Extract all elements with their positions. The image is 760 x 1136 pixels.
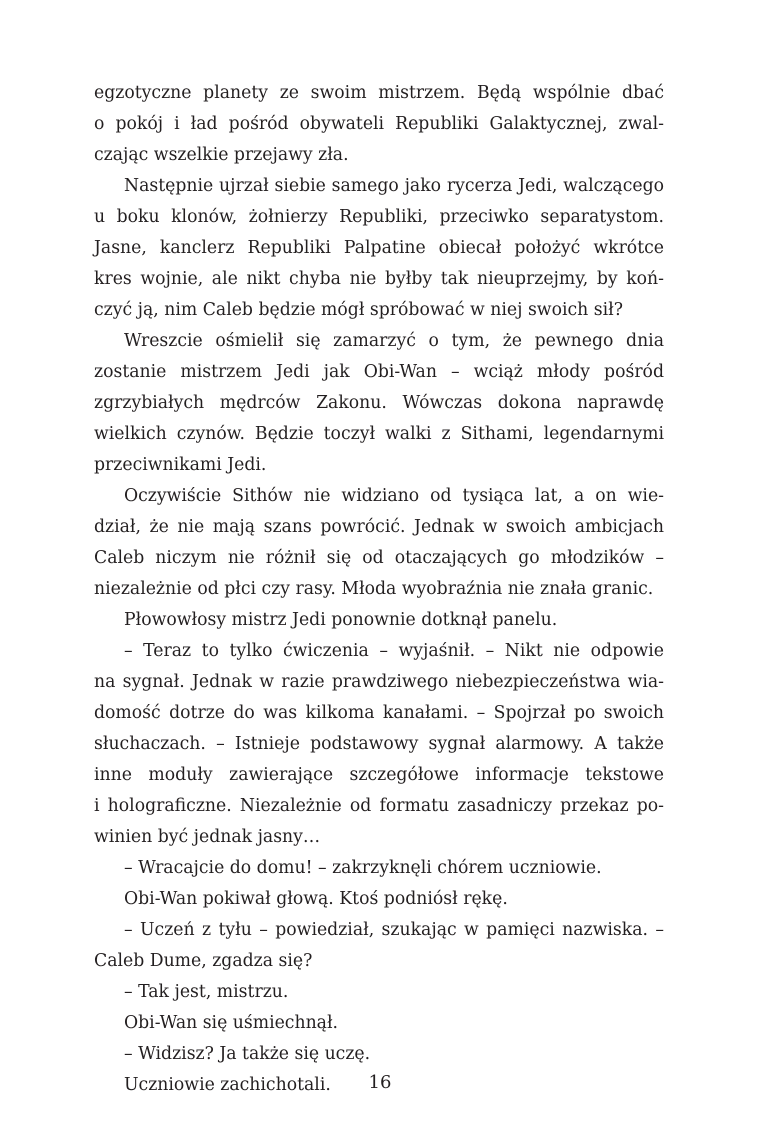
text-line: – Uczeń z tyłu – powiedział, szukając w pamięci nazwiska. – [124, 920, 664, 940]
text-line: Płowowłosy mistrz Jedi ponownie dotknął panelu. [124, 610, 558, 630]
text-line: Caleb Dume, zgadza się? [94, 951, 313, 971]
text-line: Wreszcie ośmielił się zamarzyć o tym, że pewnego dnia [124, 331, 664, 351]
text-line: i holograficzne. Niezależnie od formatu zasadniczy przekaz po- [94, 796, 664, 816]
text-line: Oczywiście Sithów nie widziano od tysiąca lat, a on wie- [124, 486, 664, 506]
text-line: dział, że nie mają szans powrócić. Jednak w swoich ambicjach [94, 517, 664, 537]
text-line: na sygnał. Jednak w razie prawdziwego niebezpieczeństwa wia- [94, 672, 664, 692]
text-line: czając wszelkie przejawy zła. [94, 145, 349, 165]
text-line: zgrzybiałych mędrców Zakonu. Wówczas dokona naprawdę [94, 393, 664, 413]
text-line: u boku klonów, żołnierzy Republiki, przeciwko separatystom. [94, 207, 664, 227]
text-line: wielkich czynów. Będzie toczył walki z Sithami, legendarnymi [94, 424, 664, 444]
text-line: kres wojnie, ale nikt chyba nie byłby tak nieuprzejmy, by koń- [94, 269, 664, 289]
text-line: – Wracajcie do domu! – zakrzyknęli chórem uczniowie. [124, 858, 602, 878]
text-line: – Tak jest, mistrzu. [124, 982, 289, 1002]
page-number: 16 [368, 1072, 392, 1093]
text-line: Uczniowie zachichotali. [124, 1075, 331, 1095]
text-line: Następnie ujrzał siebie samego jako rycerza Jedi, walczącego [124, 176, 664, 196]
text-line: Obi-Wan pokiwał głową. Ktoś podniósł rękę. [124, 889, 508, 909]
text-line: – Teraz to tylko ćwiczenia – wyjaśnił. – Nikt nie odpowie [124, 641, 664, 661]
text-line: inne moduły zawierające szczegółowe informacje tekstowe [94, 765, 664, 785]
text-line: egzotyczne planety ze swoim mistrzem. Będą wspólnie dbać [94, 83, 664, 103]
text-line: Obi-Wan się uśmiechnął. [124, 1013, 339, 1033]
text-line: przeciwnikami Jedi. [94, 455, 267, 475]
text-line: winien być jednak jasny… [94, 827, 321, 847]
text-line: słuchaczach. – Istnieje podstawowy sygnał alarmowy. A także [94, 734, 664, 754]
text-line: Caleb niczym nie różnił się od otaczających go młodzików – [94, 548, 664, 568]
text-line: domość dotrze do was kilkoma kanałami. – Spojrzał po swoich [94, 703, 664, 723]
text-line: czyć ją, nim Caleb będzie mógł spróbować w niej swoich sił? [94, 300, 623, 320]
text-line: niezależnie od płci czy rasy. Młoda wyobraźnia nie znała granic. [94, 579, 654, 599]
text-line: Jasne, kanclerz Republiki Palpatine obiecał położyć wkrótce [94, 238, 664, 258]
body-text [94, 78, 664, 1101]
text-line: – Widzisz? Ja także się uczę. [124, 1044, 371, 1064]
text-line: o pokój i ład pośród obywateli Republiki Galaktycznej, zwal- [94, 114, 664, 134]
text-line: zostanie mistrzem Jedi jak Obi-Wan – wciąż młody pośród [94, 362, 664, 382]
